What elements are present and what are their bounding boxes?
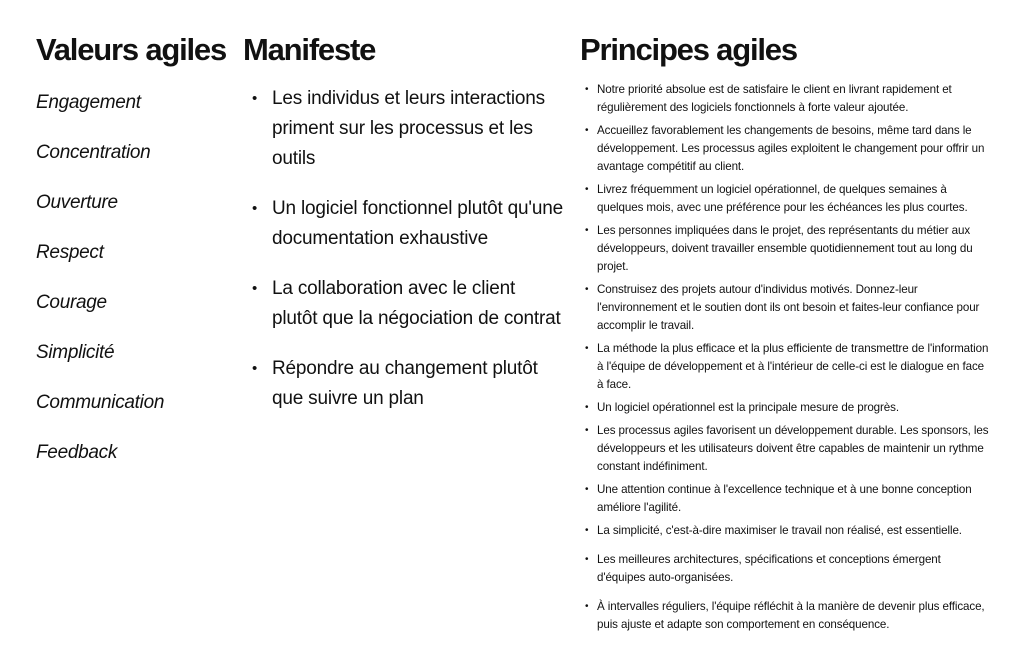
principle-item: • Les meilleures architectures, spécifications et conceptions émergent d'équipes auto-organisées. — [580, 551, 990, 587]
manifest-list — [243, 84, 563, 414]
principles-title: Principes agiles — [580, 32, 797, 67]
principle-item: • La méthode la plus efficace et la plus efficiente de transmettre de l'information à l'équipe de développement et à l'intérieur de celle-ci est le dialogue en face à face. — [580, 340, 990, 394]
value-item: Courage — [36, 292, 107, 313]
manifest-item: • La collaboration avec le client plutôt que la négociation de contrat — [243, 274, 563, 334]
value-item: Concentration — [36, 142, 151, 163]
values-list — [36, 78, 236, 478]
principle-item: • Les personnes impliquées dans le projet, des représentants du métier aux développeurs, doivent travailler ensemble quotidiennement tout au long du projet. — [580, 222, 990, 276]
manifest-column — [243, 30, 563, 434]
principles-column — [580, 30, 990, 639]
principle-item: • Notre priorité absolue est de satisfaire le client en livrant rapidement et régulièrement des logiciels fonctionnels à forte valeur ajoutée. — [580, 81, 990, 117]
manifest-item: • Un logiciel fonctionnel plutôt qu'une documentation exhaustive — [243, 194, 563, 254]
manifest-item: • Répondre au changement plutôt que suivre un plan — [243, 354, 563, 414]
principle-item: • Construisez des projets autour d'individus motivés. Donnez-leur l'environnement et le soutien dont ils ont besoin et faites-leur confiance pour accomplir le travail. — [580, 281, 990, 335]
values-title: Valeurs agiles — [36, 32, 226, 67]
values-column — [36, 30, 236, 478]
principle-item: • Une attention continue à l'excellence technique et à une bonne conception améliore l'agilité. — [580, 481, 990, 517]
principle-item: • La simplicité, c'est-à-dire maximiser le travail non réalisé, est essentielle. — [580, 522, 990, 540]
manifest-title: Manifeste — [243, 32, 376, 67]
principle-item: • À intervalles réguliers, l'équipe réfléchit à la manière de devenir plus efficace, puis ajuste et adapte son comportement en conséquence. — [580, 598, 990, 634]
value-item: Communication — [36, 392, 165, 413]
value-item: Simplicité — [36, 342, 115, 363]
principles-list — [580, 81, 990, 634]
principle-item: • Livrez fréquemment un logiciel opérationnel, de quelques semaines à quelques mois, avec une préférence pour les échéances les plus courtes. — [580, 181, 990, 217]
value-item: Feedback — [36, 442, 118, 463]
manifest-item: • Les individus et leurs interactions priment sur les processus et les outils — [243, 84, 563, 174]
principle-item: • Les processus agiles favorisent un développement durable. Les sponsors, les développeurs et les utilisateurs doivent être capables de maintenir un rythme constant indéfiniment. — [580, 422, 990, 476]
value-item: Respect — [36, 242, 104, 263]
value-item: Engagement — [36, 92, 141, 113]
principle-item: • Un logiciel opérationnel est la principale mesure de progrès. — [580, 399, 990, 417]
value-item: Ouverture — [36, 192, 118, 213]
principle-item: • Accueillez favorablement les changements de besoins, même tard dans le développement. Les processus agiles exploitent le changement pour offrir un avantage compétitif au client. — [580, 122, 990, 176]
